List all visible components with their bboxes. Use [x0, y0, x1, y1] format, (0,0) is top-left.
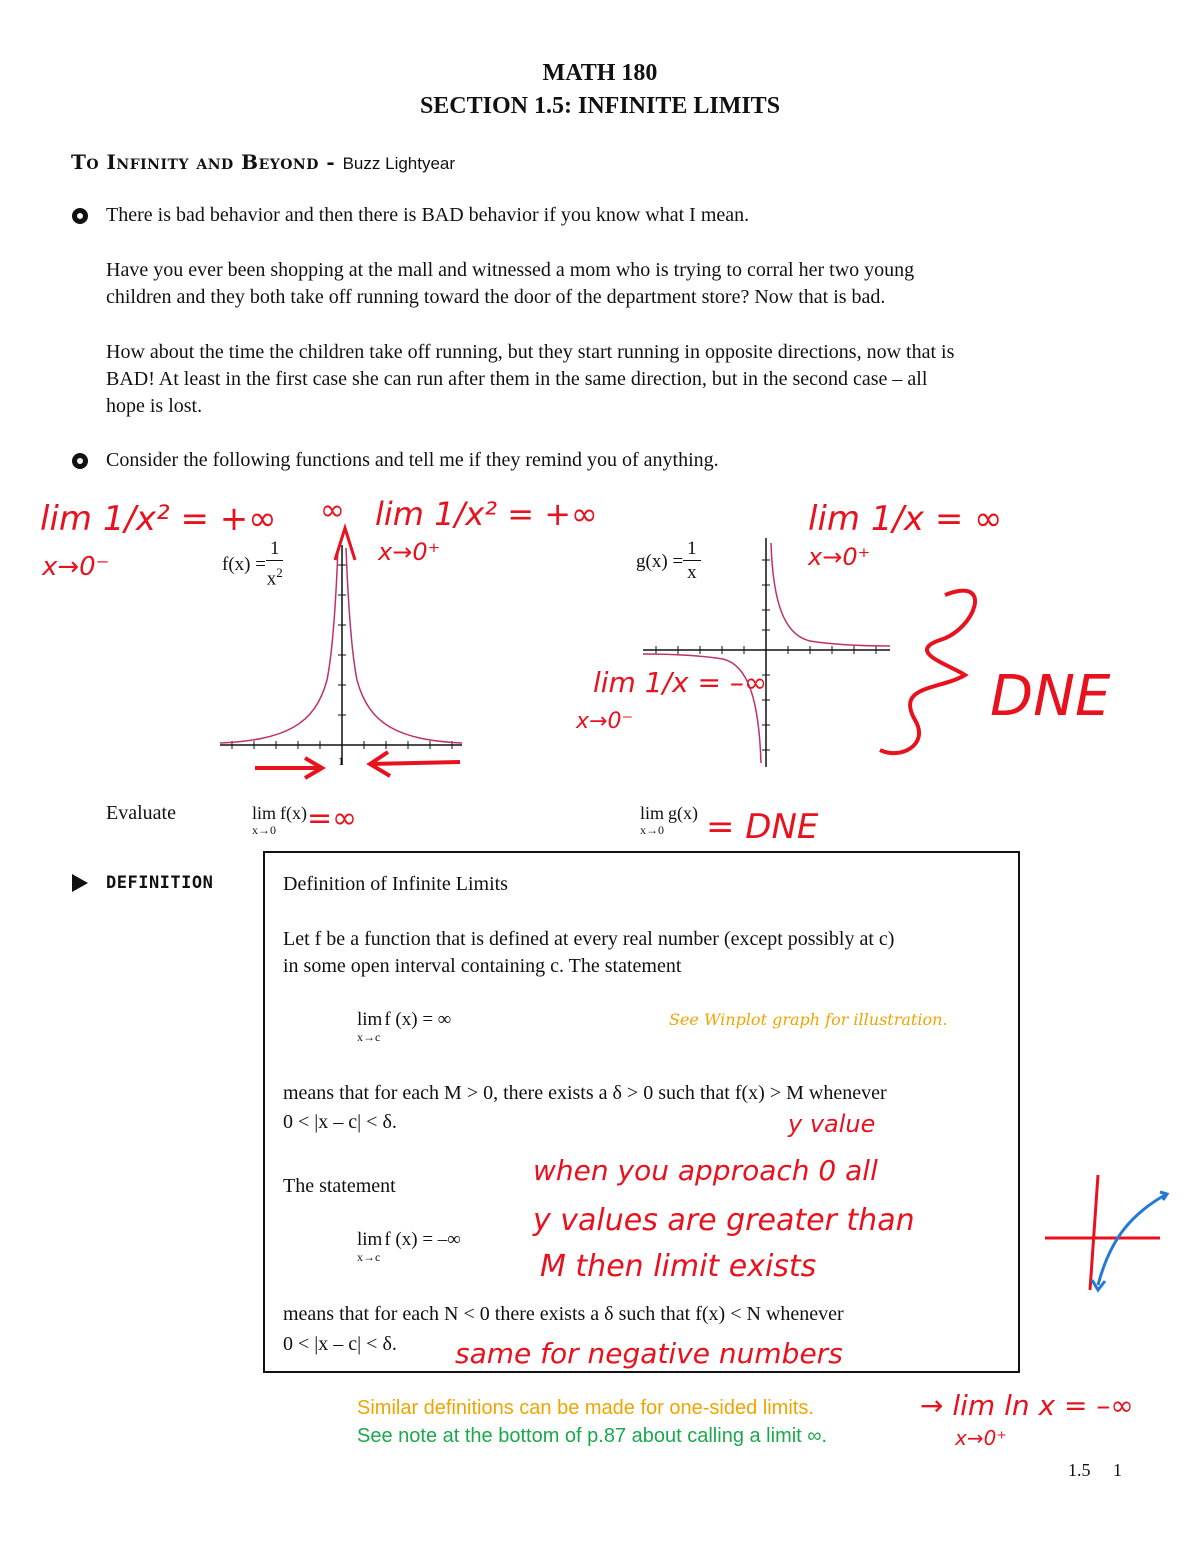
ink-infinity: ∞: [320, 493, 345, 528]
f-den-base: x: [266, 568, 277, 590]
g-lhs: g(x) =: [636, 550, 684, 572]
f-lhs: f(x) =: [222, 553, 266, 575]
lim-word: lim: [640, 803, 665, 823]
banner-title: To Infinity and Beyond -: [71, 150, 343, 174]
ink-text: lim 1/x = ∞: [808, 499, 1003, 539]
lim-word: lim: [357, 1009, 383, 1030]
limit-neg-expr: [357, 1229, 461, 1263]
bullet-icon: [72, 453, 88, 469]
intro-p4: Consider the following functions and tell me if they remind you of anything.: [106, 449, 719, 471]
ink-text: lim 1/x = –∞: [593, 666, 768, 699]
lim-sub: x→c: [357, 1250, 381, 1264]
lim-g: [640, 803, 664, 836]
ink-text: lim 1/x² = +∞: [375, 495, 598, 533]
limit-pos-expr: [357, 1009, 451, 1043]
lim-f: [252, 803, 276, 836]
lim-f-expr: f(x): [280, 803, 307, 823]
means-neg-b: 0 < |x – c| < δ.: [283, 1333, 397, 1355]
section-title: SECTION 1.5: INFINITE LIMITS: [419, 93, 781, 119]
g-numerator: 1: [683, 538, 701, 561]
intro-p2b: children and they both take off running toward the door of the department store? Now that is bad.: [106, 286, 886, 308]
ink-text: x→0⁺: [955, 1426, 1007, 1450]
ink-text: x→0⁻: [42, 552, 110, 582]
ink-text: x→0⁻: [576, 709, 634, 734]
definition-intro-a: Let f be a function that is defined at every real number (except possibly at c): [283, 928, 895, 950]
f-exponent: 2: [276, 565, 283, 580]
limit-neg-rhs: f (x) = –∞: [384, 1229, 461, 1250]
page-number: 1.5 1: [1068, 1460, 1122, 1480]
p87-note: See note at the bottom of p.87 about calling a limit ∞.: [357, 1425, 828, 1447]
limit-pos-rhs: f (x) = ∞: [384, 1009, 452, 1030]
winplot-note: See Winplot graph for illustration.: [669, 1010, 948, 1029]
definition-box-title: Definition of Infinite Limits: [283, 873, 508, 895]
definition-heading: DEFINITION: [106, 873, 214, 893]
one-sided-note: Similar definitions can be made for one-sided limits.: [357, 1397, 814, 1419]
lim-word: lim: [357, 1229, 383, 1250]
evaluate-label: Evaluate: [106, 802, 176, 824]
ink-text: → lim ln x = –∞: [920, 1389, 1134, 1422]
lim-sub: x→0: [252, 823, 276, 837]
graph-g: [640, 535, 895, 770]
ink-eval-g: = DNE: [706, 807, 819, 847]
evaluate-g: [640, 803, 698, 836]
intro-p3a: How about the time the children take off running, but they start running in opposite directions, now that is: [106, 341, 955, 363]
intro-p3c: hope is lost.: [106, 395, 203, 417]
intro-p1: There is bad behavior and then there is BAD behavior if you know what I mean.: [106, 204, 750, 226]
bullet-icon: [72, 208, 88, 224]
definition-intro-b: in some open interval containing c. The statement: [283, 955, 682, 977]
course-title: MATH 180: [542, 60, 658, 86]
lim-c: [357, 1009, 382, 1043]
ink-eval-f: =∞: [307, 801, 358, 836]
banner-attribution: Buzz Lightyear: [342, 154, 456, 173]
banner: [71, 150, 455, 174]
f-numerator: 1: [266, 538, 284, 561]
lim-sub: x→c: [357, 1030, 381, 1044]
ink-text: x→0⁺: [378, 538, 441, 566]
lim-sub: x→0: [640, 823, 664, 837]
means-pos-a: means that for each M > 0, there exists a δ > 0 such that f(x) > M whenever: [283, 1082, 887, 1104]
graph-g-right-branch: [771, 543, 890, 646]
g-denominator: x: [687, 562, 697, 583]
graph-f-right-branch: [346, 548, 462, 743]
ink-y-values: y values are greater than: [533, 1203, 915, 1238]
graph-f: [215, 540, 465, 770]
evaluate-f: [252, 803, 307, 836]
lim-g-expr: g(x): [668, 803, 699, 823]
graph-g-left-branch: [643, 654, 761, 763]
ink-when: when you approach 0 all: [533, 1154, 878, 1187]
ink-text: x→0⁺: [808, 543, 871, 571]
ink-dne-big: DNE: [990, 664, 1111, 729]
statement-2: The statement: [283, 1175, 396, 1197]
lim-c: [357, 1229, 382, 1263]
lim-word: lim: [252, 803, 277, 823]
ink-same: same for negative numbers: [455, 1337, 843, 1370]
means-neg-a: means that for each N < 0 there exists a δ such that f(x) < N whenever: [283, 1303, 844, 1325]
intro-p2a: Have you ever been shopping at the mall and witnessed a mom who is trying to corral her two young: [106, 259, 915, 281]
means-pos-b: 0 < |x – c| < δ.: [283, 1111, 397, 1133]
ink-mini-graph: [1045, 1175, 1167, 1290]
graph-f-left-branch: [220, 548, 338, 743]
annotation-lim-ln: [920, 1389, 1134, 1450]
ink-text: lim 1/x² = +∞: [40, 499, 277, 539]
graph-f-tick-label: 1: [338, 754, 344, 768]
ink-m-then: M then limit exists: [540, 1249, 817, 1284]
ink-y-value: y value: [788, 1110, 876, 1138]
intro-p3b: BAD! At least in the first case she can run after them in the same direction, but in the second case – all: [106, 368, 928, 390]
triangle-bullet-icon: [72, 874, 88, 892]
